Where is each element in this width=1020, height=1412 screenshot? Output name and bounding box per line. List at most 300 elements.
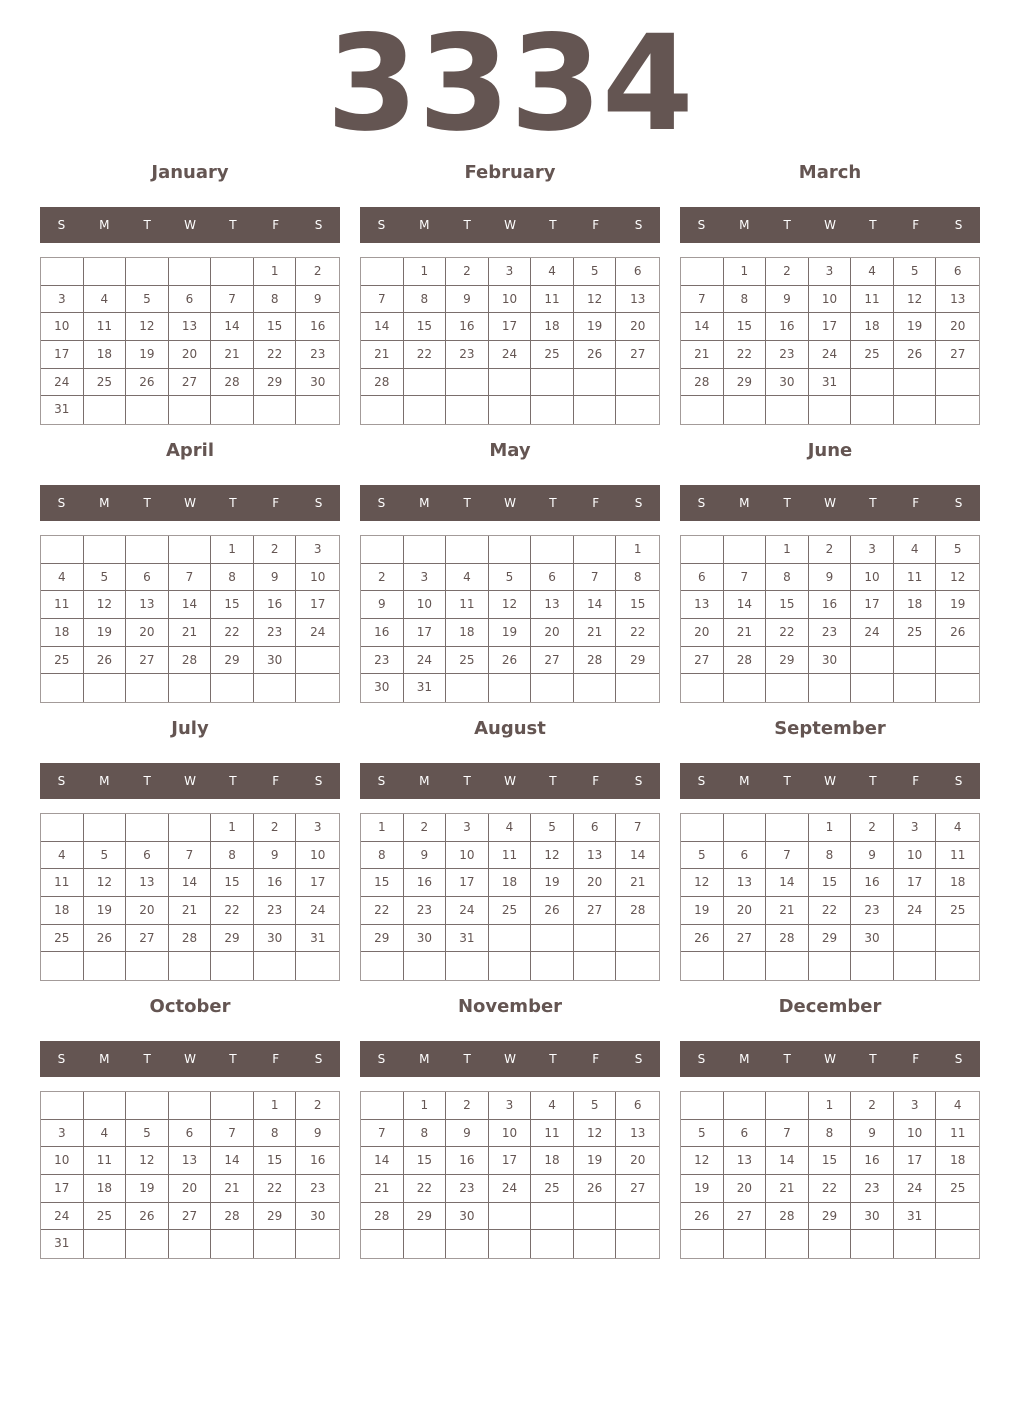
day-cell: 4 [41,564,84,592]
day-cell: 11 [936,842,979,870]
day-cell: 15 [211,591,254,619]
day-cell: 18 [936,869,979,897]
day-cell: 15 [254,313,297,341]
weekday-label: W [824,1052,836,1066]
weekday-label: M [739,496,750,510]
day-cell: 12 [489,591,532,619]
day-cell: 29 [211,925,254,953]
day-cell: 18 [894,591,937,619]
day-cell [211,396,254,424]
day-cell [936,952,979,980]
day-cell: 15 [404,313,447,341]
day-cell: 10 [489,286,532,314]
day-cell: 14 [681,313,724,341]
day-cell: 21 [616,869,659,897]
day-cell [681,952,724,980]
weekday-label: S [314,774,323,788]
day-cell: 17 [851,591,894,619]
day-cell: 30 [296,369,339,397]
day-cell: 4 [41,842,84,870]
weekday-label: T [869,1052,877,1066]
day-cell [936,396,979,424]
weekday-label: S [634,218,643,232]
day-cell [211,258,254,286]
day-cell: 16 [809,591,852,619]
day-cell [489,396,532,424]
day-cell: 3 [894,1092,937,1120]
weekday-label: W [184,496,196,510]
day-cell [169,1230,212,1258]
month-title: March [798,162,862,183]
day-cell: 22 [766,619,809,647]
day-cell [681,1092,724,1120]
day-cell: 22 [361,897,404,925]
day-cell [851,396,894,424]
day-cell [254,952,297,980]
day-cell: 18 [446,619,489,647]
day-grid [680,257,980,425]
day-cell [126,952,169,980]
weekday-label: T [549,774,557,788]
month-title: June [807,440,853,461]
weekday-label: F [592,774,600,788]
weekday-label: W [824,218,836,232]
weekday-label: W [824,774,836,788]
day-cell [84,536,127,564]
day-cell: 18 [41,897,84,925]
weekday-label: T [783,496,791,510]
day-cell: 25 [851,341,894,369]
day-cell: 3 [489,1092,532,1120]
day-cell: 2 [296,1092,339,1120]
day-cell: 8 [211,842,254,870]
day-cell: 24 [41,369,84,397]
day-cell: 11 [489,842,532,870]
day-cell: 26 [489,647,532,675]
weekday-label: M [99,496,110,510]
month-title: November [457,996,563,1017]
day-cell [296,647,339,675]
day-cell: 5 [84,842,127,870]
day-cell [681,1230,724,1258]
day-cell: 5 [489,564,532,592]
day-cell: 25 [531,341,574,369]
day-cell: 6 [126,564,169,592]
day-cell [616,1230,659,1258]
day-cell: 1 [404,258,447,286]
day-grid [360,257,660,425]
day-cell: 27 [126,647,169,675]
day-cell [361,1092,404,1120]
day-cell: 28 [616,897,659,925]
day-cell: 3 [41,286,84,314]
day-cell: 26 [936,619,979,647]
day-cell: 5 [126,286,169,314]
day-cell: 2 [446,1092,489,1120]
day-cell: 8 [211,564,254,592]
day-cell: 13 [531,591,574,619]
day-cell: 30 [404,925,447,953]
month-title: September [774,718,886,739]
day-cell: 6 [724,1120,767,1148]
day-cell: 10 [489,1120,532,1148]
day-cell: 24 [296,619,339,647]
weekday-label: W [504,774,516,788]
day-cell: 7 [616,814,659,842]
day-cell: 20 [169,341,212,369]
day-cell: 4 [531,258,574,286]
day-cell: 25 [531,1175,574,1203]
day-cell: 14 [361,313,404,341]
day-cell: 1 [809,814,852,842]
day-cell [446,1230,489,1258]
day-cell: 22 [809,1175,852,1203]
day-cell [616,1203,659,1231]
day-cell: 24 [404,647,447,675]
weekday-header-bar [360,763,660,799]
day-cell: 21 [724,619,767,647]
day-cell [404,369,447,397]
weekday-label: S [954,218,963,232]
day-cell [894,1230,937,1258]
day-cell [809,674,852,702]
day-cell: 13 [126,591,169,619]
day-cell: 15 [404,1147,447,1175]
day-cell: 26 [574,1175,617,1203]
day-cell [404,396,447,424]
day-cell: 30 [766,369,809,397]
weekday-label: S [697,218,706,232]
day-cell: 14 [211,1147,254,1175]
day-cell: 27 [936,341,979,369]
day-cell: 8 [809,1120,852,1148]
day-cell: 31 [404,674,447,702]
day-cell: 1 [254,258,297,286]
day-cell [724,396,767,424]
day-cell: 27 [724,1203,767,1231]
day-cell: 7 [724,564,767,592]
day-cell: 4 [894,536,937,564]
day-cell: 20 [616,313,659,341]
day-cell: 1 [254,1092,297,1120]
day-cell: 31 [41,1230,84,1258]
day-cell: 2 [809,536,852,564]
day-cell: 23 [254,619,297,647]
weekday-label: S [954,1052,963,1066]
day-cell [936,647,979,675]
day-cell [574,1203,617,1231]
day-cell: 25 [894,619,937,647]
day-cell: 2 [254,814,297,842]
weekday-label: M [419,1052,430,1066]
day-cell: 22 [616,619,659,647]
day-cell: 24 [489,1175,532,1203]
weekday-label: W [824,496,836,510]
day-cell: 2 [851,814,894,842]
weekday-label: T [229,774,237,788]
weekday-label: F [272,218,280,232]
weekday-label: T [229,1052,237,1066]
day-cell [41,536,84,564]
weekday-label: M [419,496,430,510]
weekday-label: M [99,774,110,788]
day-cell [809,396,852,424]
weekday-label: F [912,1052,920,1066]
day-cell: 5 [126,1120,169,1148]
day-cell [766,1092,809,1120]
day-cell: 1 [361,814,404,842]
day-cell: 27 [169,1203,212,1231]
day-cell [126,1230,169,1258]
day-cell: 26 [681,925,724,953]
day-cell [766,952,809,980]
weekday-label: S [57,1052,66,1066]
day-cell: 8 [404,286,447,314]
day-cell: 4 [489,814,532,842]
weekday-label: T [143,774,151,788]
day-cell: 24 [851,619,894,647]
day-cell [296,396,339,424]
day-cell [851,1230,894,1258]
day-cell [809,952,852,980]
day-cell [126,1092,169,1120]
day-cell: 31 [41,396,84,424]
day-cell: 28 [766,925,809,953]
day-cell [84,952,127,980]
day-grid [680,535,980,703]
day-cell: 9 [766,286,809,314]
day-cell [211,1092,254,1120]
weekday-label: M [739,1052,750,1066]
day-cell: 29 [361,925,404,953]
day-cell [446,674,489,702]
day-cell: 16 [446,313,489,341]
day-cell: 17 [296,869,339,897]
day-cell: 16 [851,1147,894,1175]
day-cell: 31 [809,369,852,397]
day-cell: 31 [446,925,489,953]
day-cell: 20 [724,1175,767,1203]
day-cell [681,396,724,424]
weekday-label: F [912,496,920,510]
day-cell: 4 [936,1092,979,1120]
day-cell: 24 [41,1203,84,1231]
weekday-label: S [57,774,66,788]
day-cell [404,952,447,980]
day-cell: 4 [851,258,894,286]
day-cell: 28 [211,369,254,397]
day-cell: 19 [531,869,574,897]
day-cell: 23 [296,1175,339,1203]
day-cell: 9 [446,286,489,314]
day-cell [254,396,297,424]
day-cell: 22 [404,1175,447,1203]
weekday-label: S [697,1052,706,1066]
day-cell: 13 [936,286,979,314]
day-cell: 19 [681,897,724,925]
day-cell: 21 [211,1175,254,1203]
day-cell: 21 [766,1175,809,1203]
day-cell [446,536,489,564]
day-cell [851,647,894,675]
day-cell [446,396,489,424]
day-cell: 28 [169,925,212,953]
weekday-label: T [229,218,237,232]
day-cell: 5 [681,842,724,870]
day-cell: 8 [404,1120,447,1148]
day-cell: 11 [851,286,894,314]
day-cell [531,952,574,980]
day-cell: 2 [296,258,339,286]
day-cell: 9 [296,286,339,314]
day-cell: 11 [894,564,937,592]
day-cell: 11 [446,591,489,619]
day-cell: 2 [361,564,404,592]
day-cell: 23 [446,341,489,369]
day-cell: 1 [211,814,254,842]
day-cell [574,925,617,953]
day-cell [211,1230,254,1258]
day-cell [894,369,937,397]
day-grid [40,257,340,425]
day-cell: 28 [681,369,724,397]
day-cell [126,674,169,702]
day-cell [296,952,339,980]
day-cell: 10 [809,286,852,314]
day-cell: 9 [361,591,404,619]
day-cell [84,814,127,842]
day-grid [40,535,340,703]
day-cell: 13 [681,591,724,619]
day-cell: 23 [809,619,852,647]
day-cell: 15 [361,869,404,897]
weekday-label: W [504,1052,516,1066]
day-cell: 14 [211,313,254,341]
day-cell [361,1230,404,1258]
day-cell: 1 [724,258,767,286]
day-cell: 12 [681,869,724,897]
day-grid [360,1091,660,1259]
day-cell: 5 [84,564,127,592]
day-cell: 5 [936,536,979,564]
day-cell [531,1230,574,1258]
day-cell: 3 [851,536,894,564]
day-cell: 20 [616,1147,659,1175]
day-cell: 13 [126,869,169,897]
day-cell: 3 [296,536,339,564]
day-cell: 30 [446,1203,489,1231]
year-title: 3334 [326,7,694,161]
day-cell [851,952,894,980]
day-cell: 28 [574,647,617,675]
day-cell [851,674,894,702]
day-cell [84,258,127,286]
weekday-label: T [869,774,877,788]
day-grid [40,1091,340,1259]
day-cell: 22 [404,341,447,369]
day-cell: 6 [724,842,767,870]
day-cell: 30 [851,925,894,953]
weekday-header-bar [680,763,980,799]
day-cell: 31 [296,925,339,953]
day-cell [126,814,169,842]
day-cell [851,369,894,397]
weekday-label: T [463,774,471,788]
day-cell: 30 [296,1203,339,1231]
day-cell [531,396,574,424]
day-cell [724,1092,767,1120]
day-cell: 4 [936,814,979,842]
day-cell: 16 [254,591,297,619]
day-cell [936,369,979,397]
day-cell: 9 [254,842,297,870]
day-cell: 8 [361,842,404,870]
day-cell [489,674,532,702]
day-cell: 12 [126,1147,169,1175]
day-cell [894,647,937,675]
day-cell: 26 [531,897,574,925]
day-cell: 19 [936,591,979,619]
day-cell: 7 [361,1120,404,1148]
weekday-label: S [57,218,66,232]
weekday-label: T [869,496,877,510]
day-cell [169,396,212,424]
day-cell: 7 [169,842,212,870]
day-cell: 25 [41,647,84,675]
day-cell: 14 [616,842,659,870]
day-cell: 18 [489,869,532,897]
day-cell: 10 [446,842,489,870]
day-cell [211,952,254,980]
day-cell: 10 [894,842,937,870]
day-cell: 23 [446,1175,489,1203]
day-cell: 31 [894,1203,937,1231]
day-cell: 17 [404,619,447,647]
day-cell: 27 [616,1175,659,1203]
day-cell: 11 [531,1120,574,1148]
day-cell: 4 [446,564,489,592]
weekday-label: F [912,774,920,788]
day-cell: 30 [809,647,852,675]
weekday-label: F [592,496,600,510]
month-title: January [151,162,229,183]
day-cell: 6 [531,564,574,592]
day-cell: 20 [126,619,169,647]
day-cell: 11 [84,313,127,341]
day-cell: 22 [254,341,297,369]
day-cell [169,814,212,842]
weekday-label: M [419,774,430,788]
weekday-label: S [697,774,706,788]
day-cell: 6 [616,258,659,286]
day-grid [40,813,340,981]
day-cell [254,1230,297,1258]
day-cell: 12 [84,591,127,619]
day-cell: 13 [169,313,212,341]
weekday-label: S [377,218,386,232]
weekday-label: T [463,218,471,232]
weekday-header-bar [360,1041,660,1077]
day-cell: 25 [446,647,489,675]
day-cell: 28 [169,647,212,675]
day-cell [41,258,84,286]
day-cell [724,952,767,980]
day-cell: 25 [936,1175,979,1203]
day-cell [84,1230,127,1258]
day-cell: 18 [84,341,127,369]
day-cell: 7 [211,286,254,314]
weekday-label: T [549,218,557,232]
